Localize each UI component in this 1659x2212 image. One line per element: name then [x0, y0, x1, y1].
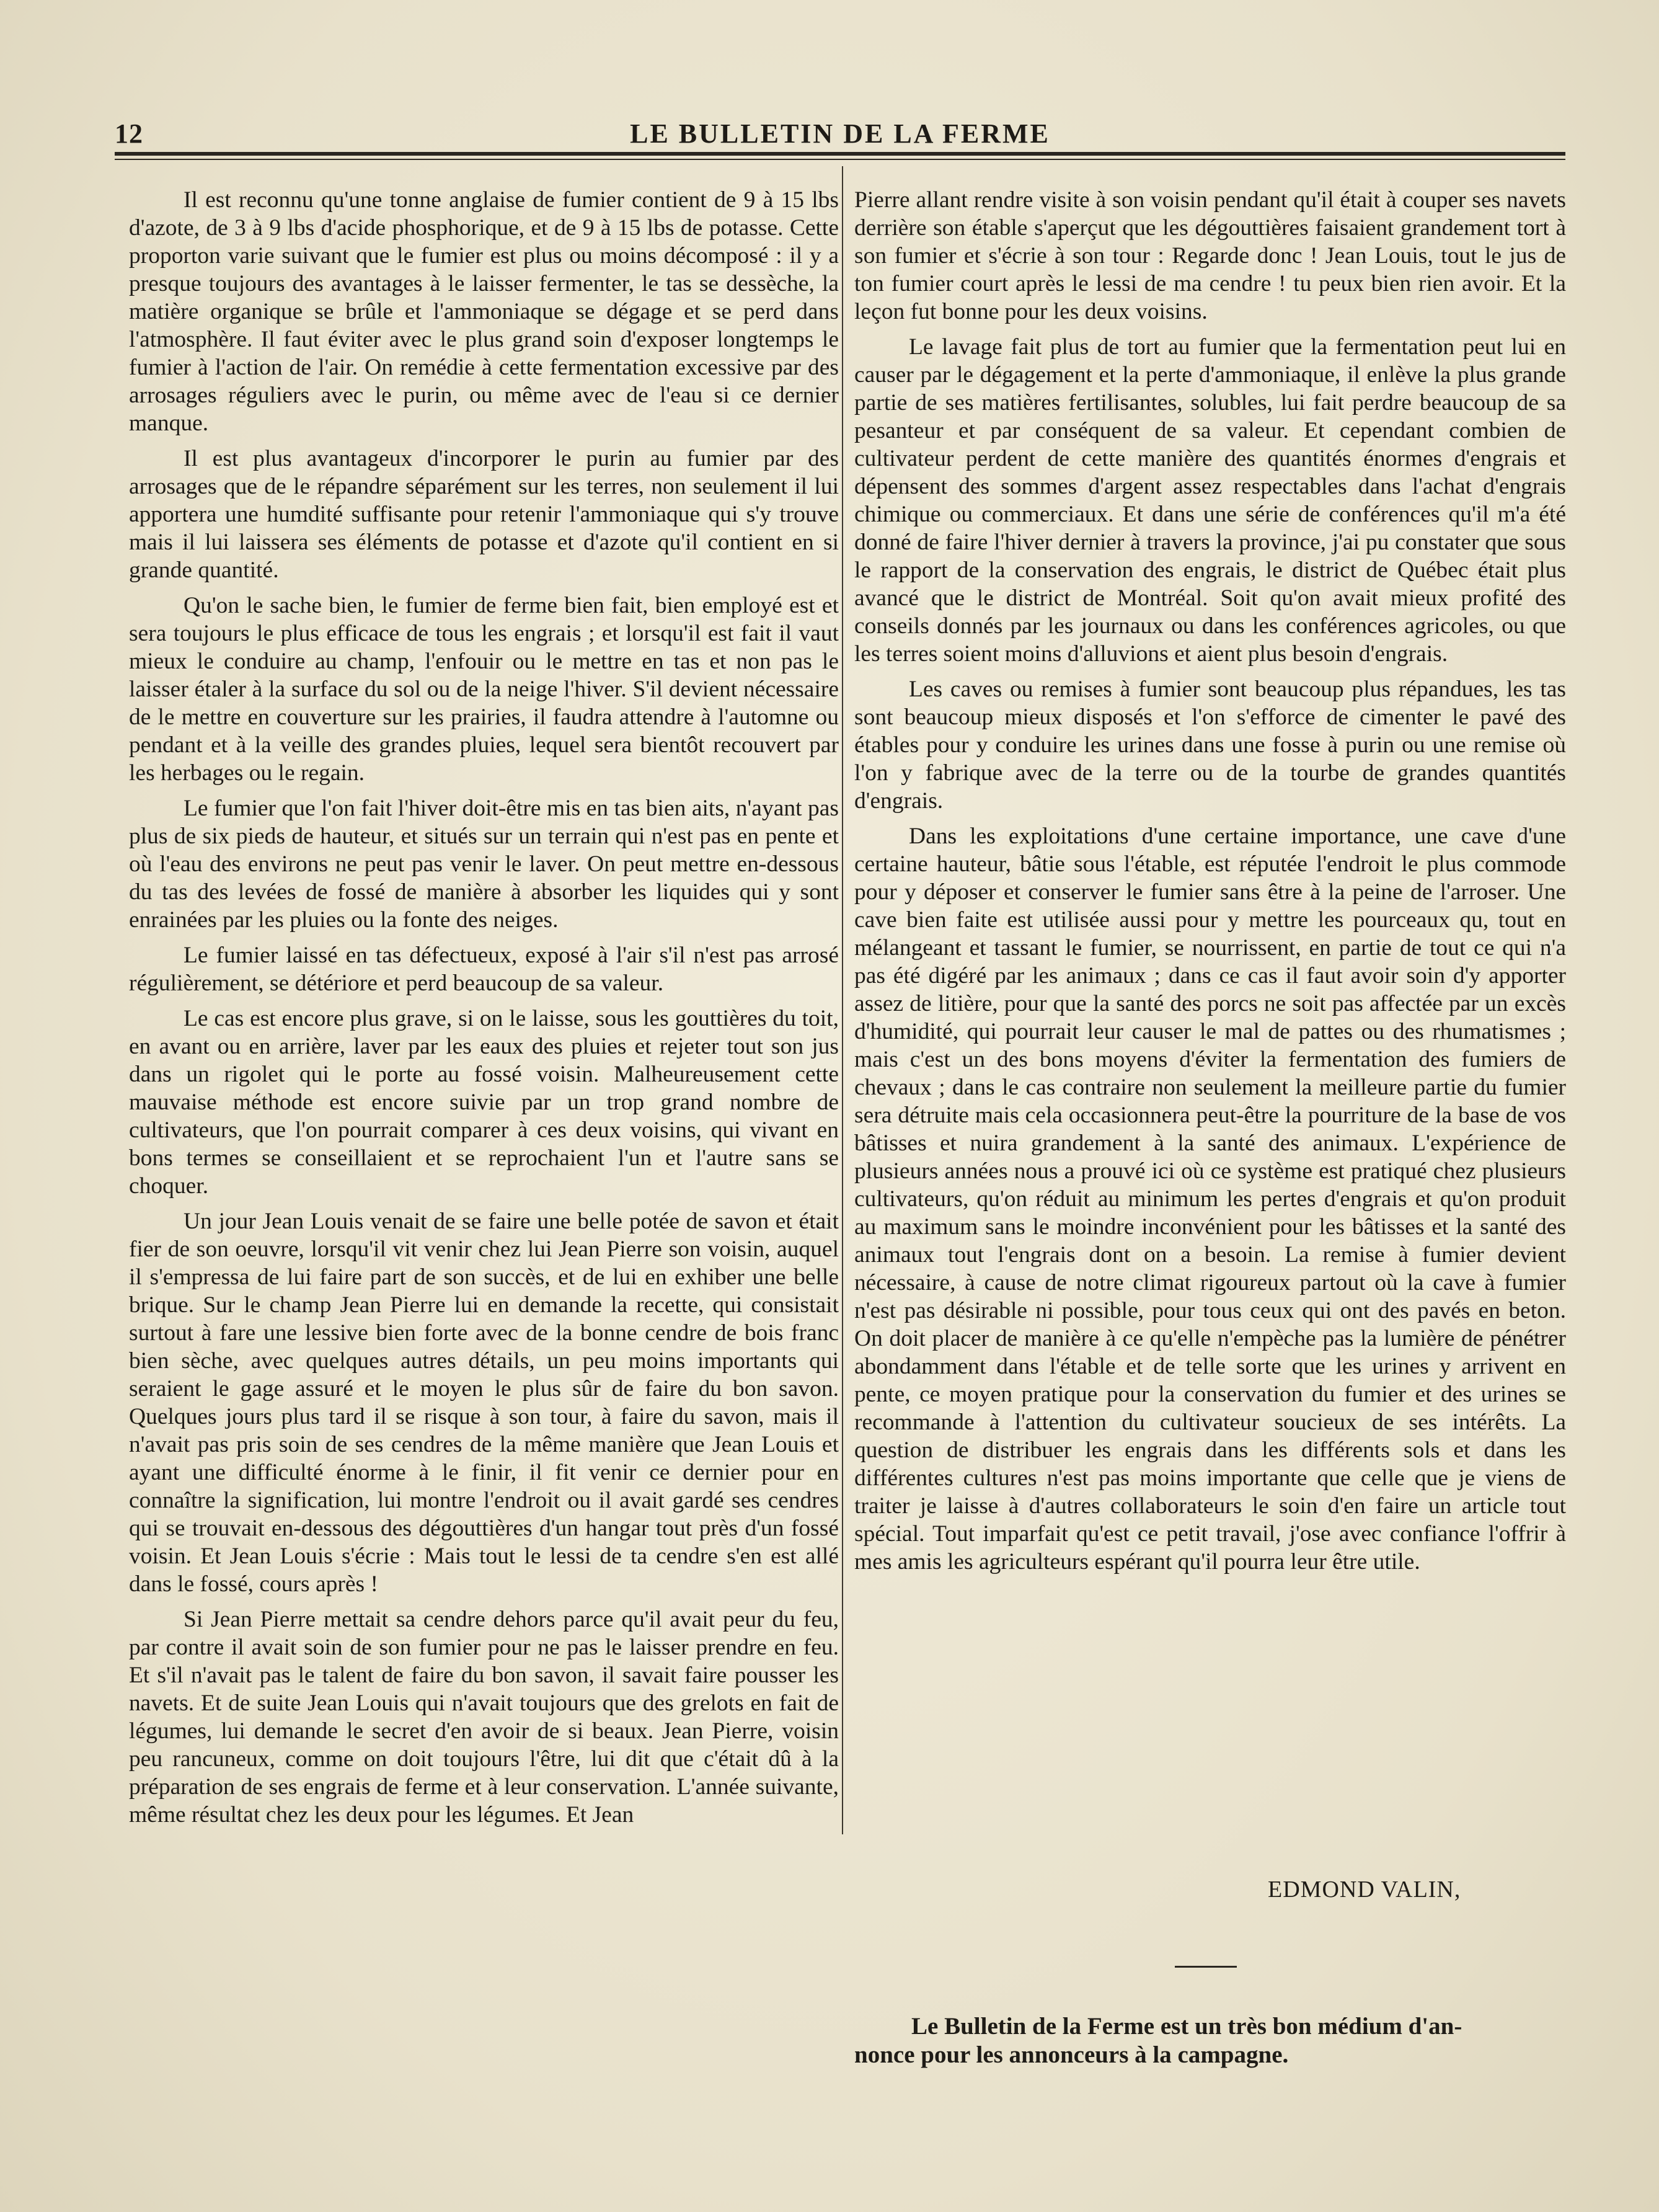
- paragraph: Le lavage fait plus de tort au fumier que la fermentation peut lui en causer par le dégagement et la perte d'ammoniaque, il enlève la plus grande partie de ses matières fertilisantes, solubles, lui fait perdre beaucoup de sa pesanteur et par conséquent de sa valeur. Et cependant combien de cultivateur perdent de cette manière des quantités énormes d'engrais et dépensent des sommes d'argent assez respectables dans l'achat d'engrais chimique ou commerciaux. Et dans une série de conférences qu'il m'a été donné de faire l'hiver dernier à travers la province, j'ai pu constater que sous le rapport de la conservation des engrais, le district de Québec était plus avancé que le district de Montréal. Soit qu'on avait mieux profité des conseils donnés par les journaux ou dans les conférences agricoles, ou que les terres soient moins d'alluvions et aient plus besoin d'engrais.: [854, 334, 1566, 667]
- left-column: [129, 186, 839, 1836]
- paragraph: Si Jean Pierre mettait sa cendre dehors parce qu'il avait peur du feu, par contre il avait soin de son fumier pour ne pas le laisser prendre en feu. Et s'il n'avait pas le talent de faire du bon savon, il savait faire pousser les navets. Et de suite Jean Louis qui n'avait toujours que des grelots en fait de légumes, lui demande le secret d'en avoir de si beaux. Jean Pierre, voisin peu rancuneux, comme on doit toujours l'être, lui dit que c'était dû à la préparation de ses engrais de ferme et à leur conservation. L'année suivante, même résultat chez les deux pour les légumes. Et Jean: [129, 1607, 839, 1828]
- notice-line: nonce pour les annonceurs à la campagne.: [854, 2041, 1289, 2068]
- page-number: 12: [115, 118, 143, 149]
- notice-line: Le Bulletin de la Ferme est un très bon médium d'an-: [911, 2013, 1462, 2040]
- author-signature: EDMOND VALIN,: [1268, 1877, 1461, 1903]
- paragraph: Le fumier que l'on fait l'hiver doit-être mis en tas bien aits, n'ayant pas plus de six pieds de hauteur, et situés sur un terrain qui n'est pas en pente et où l'eau des environs ne peut pas venir le laver. On peut mettre en-dessous du tas des levées de fossé de manière à absorber les liquides qui y sont enrainées par les pluies ou la fonte des neiges.: [129, 796, 839, 933]
- right-column: [854, 186, 1566, 1583]
- paragraph: Il est reconnu qu'une tonne anglaise de fumier contient de 9 à 15 lbs d'azote, de 3 à 9 lbs d'acide phosphorique, et de 9 à 15 lbs de potasse. Cette proporton varie suivant que le fumier est plus ou moins décomposé : il y a presque toujours des avantages à le laisser fermenter, le tas se dessèche, la matière organique se brûle et l'ammoniaque se dégage et se perd dans l'atmosphère. Il faut éviter avec le plus grand soin d'exposer longtemps le fumier à l'action de l'air. On remédie à cette fermentation excessive par des arrosages réguliers avec le purin, ou même avec de l'eau si ce dernier manque.: [129, 187, 839, 436]
- paragraph: Qu'on le sache bien, le fumier de ferme bien fait, bien employé est et sera toujours le plus efficace de tous les engrais ; et lorsqu'il est fait il vaut mieux le conduire au champ, l'enfouir ou le mettre en tas et non pas le laisser étaler à la surface du sol ou de la neige l'hiver. S'il devient nécessaire de le mettre en couverture sur les prairies, il faudra attendre à l'automne ou pendant et à la veille des grandes pluies, lequel sera bientôt recouvert par les herbages ou le regain.: [129, 593, 839, 786]
- paragraph: Un jour Jean Louis venait de se faire une belle potée de savon et était fier de son oeuvre, lorsqu'il vit venir chez lui Jean Pierre son voisin, auquel il s'empressa de lui faire part de son succès, et de lui en exhiber une belle brique. Sur le champ Jean Pierre lui en demande la recette, qui consistait surtout à fare une lessive bien forte avec de la bonne cendre de bois franc bien sèche, avec quelques autres détails, un peu moins importants qui seraient le gage assuré et le moyen le plus sûr de faire du bon savon. Quelques jours plus tard il se risque à son tour, à faire du savon, mais il n'avait pas pris soin de ses cendres de la même manière que Jean Louis et ayant une difficulté énorme à le finir, il fit venir ce dernier pour en connaître la signification, lui montre l'endroit ou il avait gardé ses cendres qui se trouvait en-dessous des dégouttières d'un hangar tout près d'un fossé voisin. Et Jean Louis s'écrie : Mais tout le lessi de ta cendre s'en est allé dans le fossé, cours après !: [129, 1209, 839, 1597]
- paragraph-continuation: Pierre allant rendre visite à son voisin pendant qu'il était à couper ses navets derrière son étable s'aperçut que les dégouttières faisaient grandement tort à son fumier et s'écrie à son tour : Regarde donc ! Jean Louis, tout le jus de ton fumier court après le lessi de ma cendre ! tu peux bien rien avoir. Et la leçon fut bonne pour les deux voisins.: [854, 187, 1566, 324]
- header-rule-thick: [115, 152, 1565, 156]
- advertising-notice: [854, 2012, 1566, 2069]
- column-divider: [842, 166, 843, 1834]
- paragraph: Il est plus avantageux d'incorporer le purin au fumier par des arrosages que de le répandre séparément sur les terres, non seulement il lui apportera une humdité suffisante pour retenir l'ammoniaque qui s'y trouve mais il lui laissera ses éléments de potasse et d'azote qu'il contient en si grande quantité.: [129, 446, 839, 583]
- paragraph: Le cas est encore plus grave, si on le laisse, sous les gouttières du toit, en avant ou en arrière, laver par les eaux des pluies et rejeter tout son jus dans un rigolet qui le porte au fossé voisin. Malheureusement cette mauvaise méthode est encore suivie par un trop grand nombre de cultivateurs, que l'on pourrait comparer à ces deux voisins, qui vivant en bons termes se conseillaient et se reprochaient l'un et l'autre sans se choquer.: [129, 1006, 839, 1199]
- paragraph: Le fumier laissé en tas défectueux, exposé à l'air s'il n'est pas arrosé régulièrement, se détériore et perd beaucoup de sa valeur.: [129, 943, 839, 996]
- header-rule-thin: [115, 159, 1565, 160]
- paragraph: Dans les exploitations d'une certaine importance, une cave d'une certaine hauteur, bâtie sous l'étable, est réputée l'endroit le plus commode pour y déposer et conserver le fumier sans être à la peine de l'arroser. Une cave bien faite est utilisée aussi pour y mettre les pourceaux qu, tout en mélangeant et tassant le fumier, se nourrissent, en partie de tout ce qui n'a pas été digéré par les animaux ; dans ce cas il faut avoir soin d'y apporter assez de litière, pour que la santé des porcs ne soit pas affectée par un excès d'humidité, qui pourrait leur causer le mal de pattes ou des rhumatismes ; mais c'est un des bons moyens d'éviter la fermentation des fumiers de chevaux ; dans le cas contraire non seulement la meilleure partie du fumier sera détruite mais cela occasionnera peut-être la pourriture de la base de vos bâtisses et nuira grandement à la santé des animaux. L'expérience de plusieurs années nous a prouvé ici où ce système est pratiqué chez plusieurs cultivateurs, qu'on réduit au minimum les pertes d'engrais et qu'on produit au maximum sans le moindre inconvénient pour les bâtisses et la santé des animaux tout l'engrais dont on a besoin. La remise à fumier devient nécessaire, à cause de notre climat rigoureux partout où la cave à fumier n'est pas désirable ni possible, pour tous ceux qui ont des pavés en beton. On doit placer de manière à ce qu'elle n'empèche pas la lumière de pénétrer abondamment dans l'étable et de telle sorte que les urines y arrivent en pente, ce moyen pratique pour la conservation du fumier et des urines se recommande à l'attention du cultivateur soucieux de ses intérêts. La question de distribuer les engrais dans les différents sols et dans les différentes cultures n'est pas moins importante que celle que je viens de traiter je laisse à d'autres collaborateurs le soin d'en faire un article tout spécial. Tout imparfait qu'est ce petit travail, j'ose avec confiance l'offrir à mes amis les agriculteurs espérant qu'il pourra leur être utile.: [854, 824, 1566, 1575]
- paragraph: Les caves ou remises à fumier sont beaucoup plus répandues, les tas sont beaucoup mieux disposés et l'on s'efforce de cimenter le pavé des étables pour y conduire les urines dans une fosse à purin ou une remise où l'on y fabrique avec de la terre ou de la tourbe de grandes quantités d'engrais.: [854, 677, 1566, 814]
- section-divider: [1175, 1966, 1237, 1968]
- running-title: LE BULLETIN DE LA FERME: [630, 118, 1050, 149]
- page-header: [115, 118, 1565, 148]
